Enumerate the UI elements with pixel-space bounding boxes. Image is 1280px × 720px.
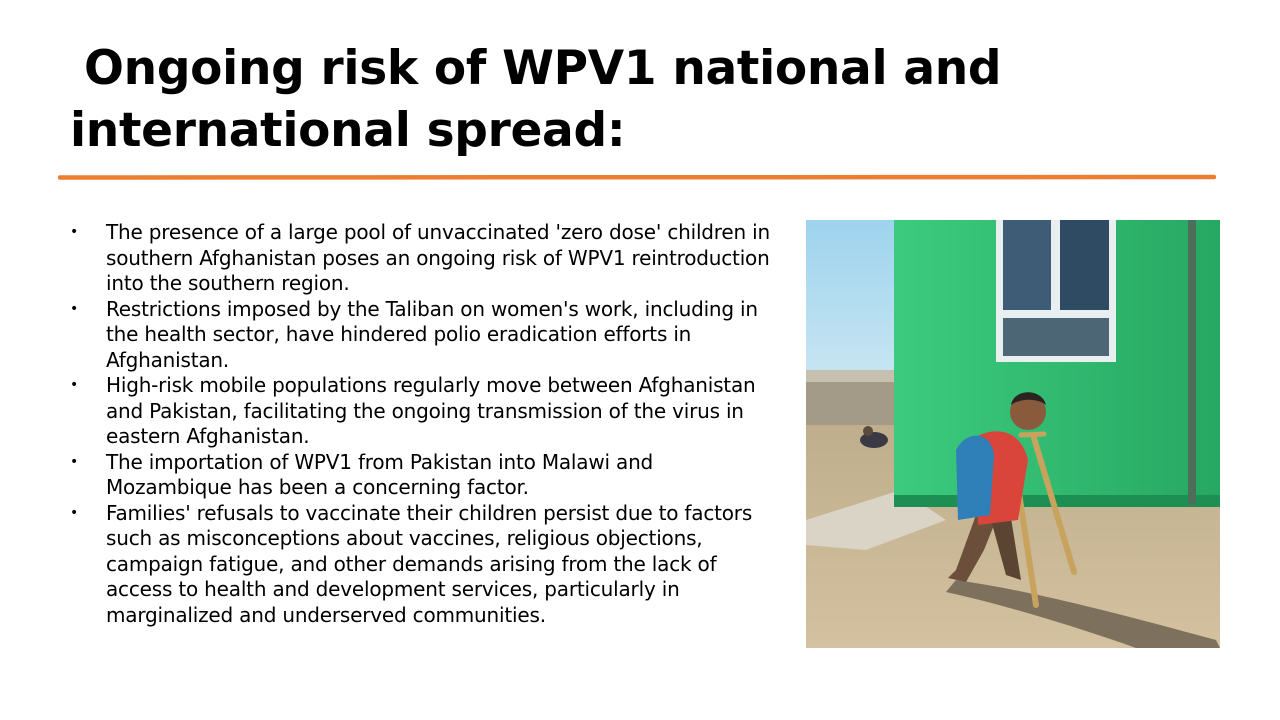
bullet-item-3 [70,373,770,450]
slide-title-line-1: Ongoing risk of WPV1 national and [84,41,1002,96]
photo-distant-wall [806,380,901,430]
bullet-icon: • [70,377,79,393]
bullet-text-5: Families' refusals to vaccinate their children persist due to factors such as misconceptions about vaccines, religious objections, campaign fatigue, and other demands arising from the lack of access to health and development services, particularly in marginalized and underserved communities. [106,500,753,627]
bullet-text-3: High-risk mobile populations regularly move between Afghanistan and Pakistan, facilitating the ongoing transmission of the virus in eastern Afghanistan. [106,373,756,448]
bullet-list [70,220,770,628]
bullet-icon: • [70,224,79,240]
photo-child-backpack [956,436,994,520]
photo-window-pane-left [1003,220,1051,310]
bullet-icon: • [70,300,79,317]
bullet-item-5 [70,501,770,629]
slide-title-line-2: international spread: [70,103,626,158]
bullet-text-1: The presence of a large pool of unvaccinated 'zero dose' children in southern Afghanistan poses an ongoing risk of WPV1 reintroduction into the southern region. [106,220,770,295]
slide-title [70,38,1070,162]
photo-drainpipe [1188,220,1196,505]
bullet-icon: • [70,453,79,470]
bullet-item-4 [70,450,770,501]
bullet-text-4: The importation of WPV1 from Pakistan into Malawi and Mozambique has been a concerning factor. [106,449,654,499]
photo-window-pane-right [1060,220,1109,310]
child-on-crutches-photo [806,220,1220,648]
bullet-icon: • [70,504,79,521]
bullet-item-2 [70,297,770,374]
photo-illustration [806,220,1220,648]
title-underline [58,174,1216,181]
bullet-text-2: Restrictions imposed by the Taliban on women's work, including in the health sector, have hindered polio eradication efforts in Afghanistan. [106,296,758,372]
bullet-item-1 [70,220,770,297]
